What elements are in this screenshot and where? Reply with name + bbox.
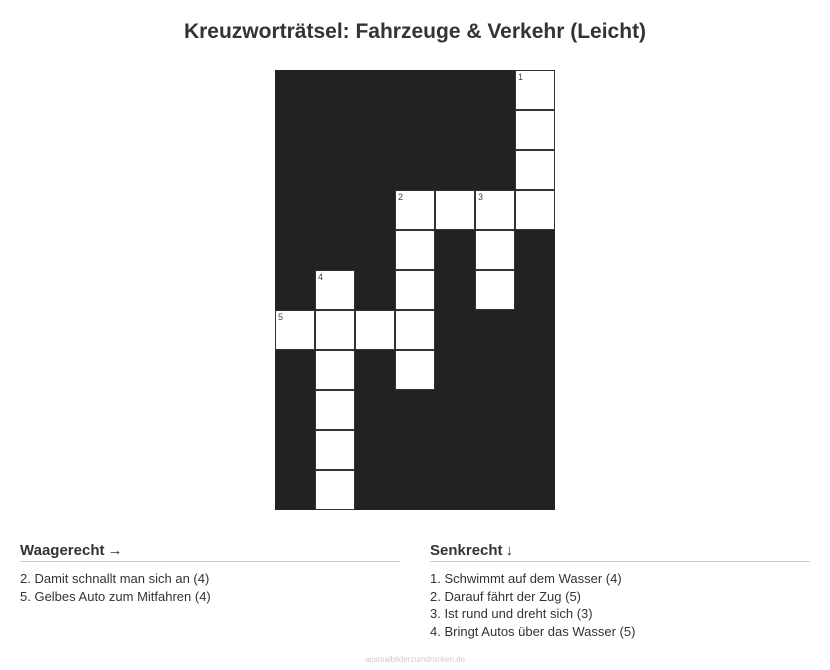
crossword-cell[interactable]	[395, 310, 435, 350]
crossword-cell[interactable]	[515, 150, 555, 190]
crossword-cell[interactable]	[475, 270, 515, 310]
crossword-cell[interactable]	[315, 270, 355, 310]
across-clue: 2. Damit schnallt man sich an (4)	[20, 571, 210, 586]
crossword-grid	[275, 70, 555, 510]
clue-number: 4	[318, 272, 324, 282]
right-arrow-icon: →	[107, 542, 123, 559]
down-clue: 4. Bringt Autos über das Wasser (5)	[430, 623, 636, 639]
page-title: Kreuzworträtsel: Fahrzeuge & Verkehr (Leicht)	[183, 20, 647, 43]
crossword-cell[interactable]	[515, 70, 555, 110]
footer-credit: ausmalbilderzumdrucken.de	[364, 655, 466, 664]
crossword-cell[interactable]	[395, 190, 435, 230]
down-heading-label: Senkrecht	[430, 542, 503, 559]
clue-number: 3	[478, 192, 484, 202]
crossword-cell[interactable]	[315, 350, 355, 390]
crossword-cell[interactable]	[475, 230, 515, 270]
down-clues	[430, 542, 810, 640]
crossword-cell[interactable]	[395, 270, 435, 310]
across-heading	[20, 542, 400, 562]
down-heading	[430, 542, 810, 562]
clue-number: 2	[398, 192, 404, 202]
crossword-cell[interactable]	[395, 230, 435, 270]
crossword-cell[interactable]	[275, 310, 315, 350]
crossword-cell[interactable]	[315, 390, 355, 430]
crossword-cell[interactable]	[395, 350, 435, 390]
across-clue-list	[20, 570, 400, 605]
crossword-cell[interactable]	[475, 190, 515, 230]
crossword-cell[interactable]	[315, 470, 355, 510]
down-arrow-icon: ↓	[505, 542, 514, 559]
down-clue-list	[430, 570, 810, 640]
crossword-cell[interactable]	[355, 310, 395, 350]
crossword-cell[interactable]	[435, 190, 475, 230]
down-clue: 2. Darauf fährt der Zug (5)	[430, 588, 582, 604]
clue-number: 1	[518, 72, 524, 82]
crossword-cell[interactable]	[515, 190, 555, 230]
across-clue: 5. Gelbes Auto zum Mitfahren (4)	[20, 588, 211, 604]
across-clues	[20, 542, 400, 605]
down-clue: 1. Schwimmt auf dem Wasser (4)	[430, 571, 622, 586]
clue-number: 5	[278, 312, 284, 322]
across-heading-label: Waagerecht	[20, 542, 105, 559]
crossword-cell[interactable]	[315, 310, 355, 350]
crossword-cell[interactable]	[515, 110, 555, 150]
crossword-cell[interactable]	[315, 430, 355, 470]
down-clue: 3. Ist rund und dreht sich (3)	[430, 606, 593, 621]
